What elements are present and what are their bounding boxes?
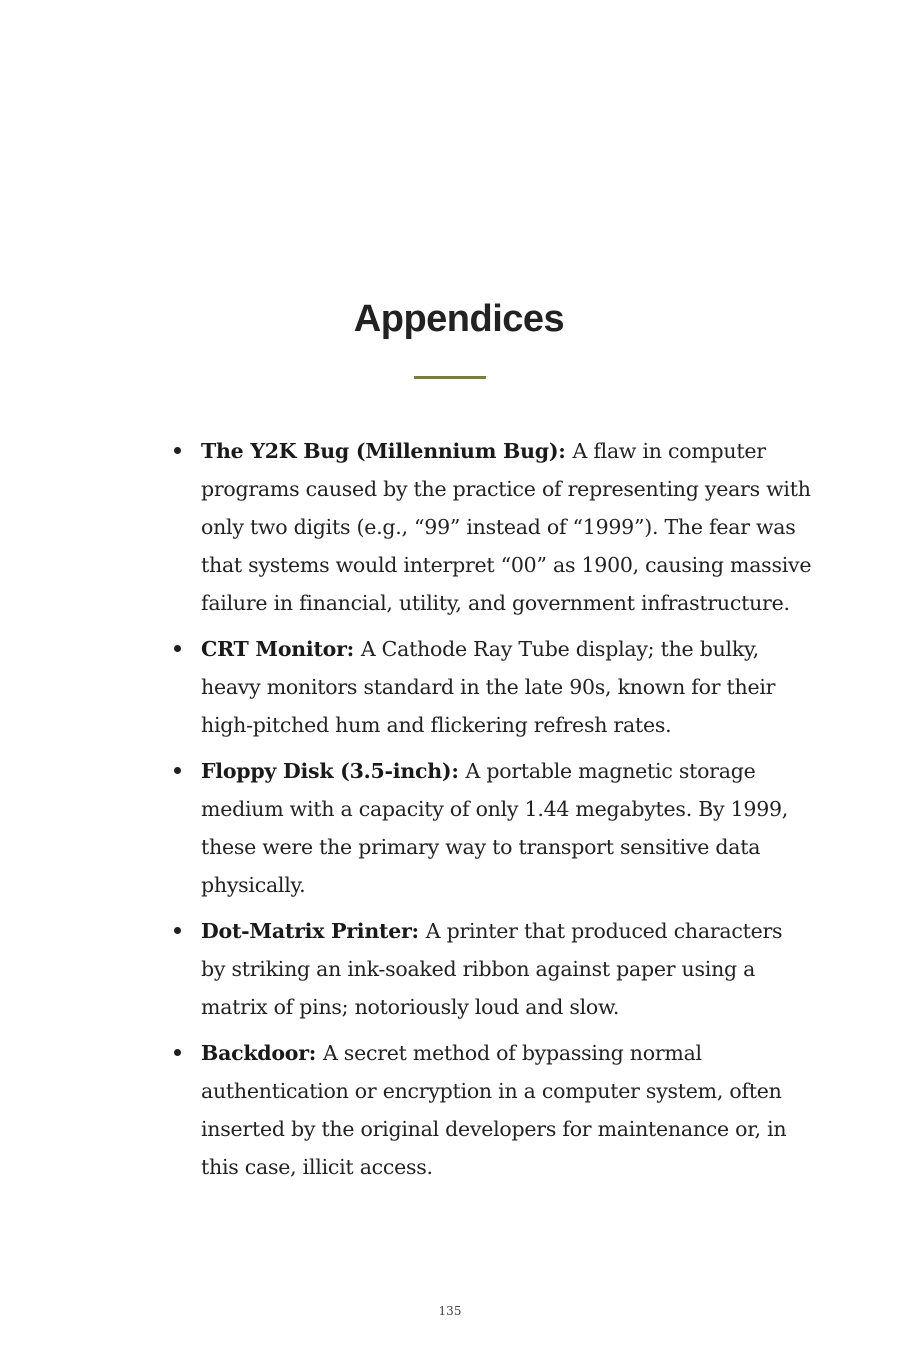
glossary-definition: A flaw in computer programs caused by the practice of representing years with only two digits (e.g., “99” instead of “1999”). The fear was that systems would interpret “00” as 1900, causing massive failure in financial, utility, and government infrastructure. <box>201 439 812 615</box>
glossary-definition: A secret method of bypassing normal authentication or encryption in a computer system, often inserted by the original developers for maintenance or, in this case, illicit access. <box>201 1041 787 1179</box>
glossary-item <box>172 1034 812 1186</box>
bullet-icon <box>174 645 181 652</box>
glossary-term: The Y2K Bug (Millennium Bug): <box>201 439 573 463</box>
page-heading: Appendices <box>353 298 565 340</box>
glossary-definition: A Cathode Ray Tube display; the bulky, heavy monitors standard in the late 90s, known for their high-pitched hum and flickering refresh rates. <box>201 637 776 737</box>
glossary-term: Floppy Disk (3.5-inch): <box>201 759 466 783</box>
glossary-definition: A portable magnetic storage medium with a capacity of only 1.44 megabytes. By 1999, these were the primary way to transport sensitive data physically. <box>201 759 789 897</box>
glossary-definition: A printer that produced characters by striking an ink-soaked ribbon against paper using a matrix of pins; notoriously loud and slow. <box>201 919 783 1019</box>
glossary-item <box>172 630 812 744</box>
page-number: 135 <box>438 1304 462 1318</box>
bullet-icon <box>174 447 181 454</box>
bullet-icon <box>174 767 181 774</box>
glossary-list <box>172 432 812 1194</box>
glossary-term: Backdoor: <box>201 1041 323 1065</box>
heading-divider <box>414 376 486 379</box>
bullet-icon <box>174 1049 181 1056</box>
glossary-item <box>172 432 812 622</box>
glossary-item <box>172 912 812 1026</box>
bullet-icon <box>174 927 181 934</box>
glossary-term: Dot-Matrix Printer: <box>201 919 426 943</box>
glossary-term: CRT Monitor: <box>201 637 361 661</box>
glossary-item <box>172 752 812 904</box>
